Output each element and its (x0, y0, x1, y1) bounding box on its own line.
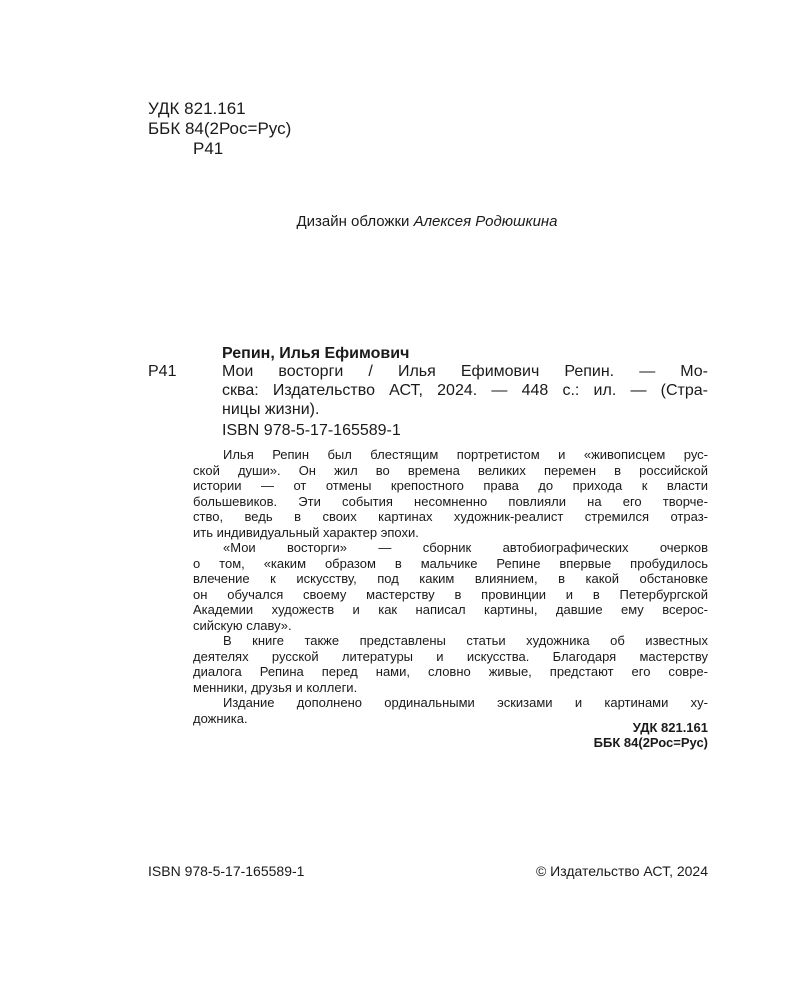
annotation-line: сийскую славу». (193, 617, 292, 633)
biblio-line: ницы жизни). (222, 401, 320, 418)
biblio-line: Мои восторги / Илья Ефимович Репин. — Мо- (222, 363, 708, 380)
annotation-line: он обучался своему мастерству в провинции и в Петербургской (193, 586, 708, 602)
annotation-line: влечение к искусству, под каким влиянием, в какой обстановке (193, 571, 708, 586)
annotation-line: дожника. (193, 710, 248, 726)
biblio-line: сква: Издательство АСТ, 2024. — 448 с.: ил. — (Стра- (222, 382, 708, 399)
cover-designer-name: Алексея Родюшкина (413, 213, 558, 230)
isbn-record: ISBN 978-5-17-165589-1 (222, 422, 401, 439)
annotation-line: В книге также представлены статьи художника об известных (223, 633, 708, 648)
annotation-line: ство, ведь в своих картинах художник-реалист стремился отраз- (193, 509, 708, 524)
copyright-notice: © Издательство АСТ, 2024 (535, 863, 708, 879)
annotation-line: деятелях русской литературы и искусства. Благодаря мастерству (193, 648, 708, 664)
annotation-text (193, 447, 708, 726)
footer-isbn: ISBN 978-5-17-165589-1 (148, 863, 305, 879)
bbk-code: ББК 84(2Рос=Рус) (148, 119, 292, 138)
author-heading: Репин, Илья Ефимович (222, 345, 410, 362)
bibliographic-description (222, 362, 708, 419)
cover-design-credit (0, 212, 800, 232)
author-mark-code: Р41 (193, 139, 224, 158)
annotation-udk-code: УДК 821.161 (632, 720, 708, 735)
udk-code: УДК 821.161 (148, 99, 246, 118)
annotation-line: «Мои восторги» — сборник автобиографических очерков (223, 540, 708, 555)
annotation-line: Илья Репин был блестящим портретистом и «живописцем рус- (223, 447, 708, 462)
annotation-line: о том, «каким образом в мальчике Репине впервые пробудилось (193, 555, 708, 571)
annotation-line: большевиков. Эти события несомненно повлияли на его творче- (193, 493, 708, 509)
annotation-bbk-code: ББК 84(2Рос=Рус) (593, 735, 708, 750)
annotation-line: ской души». Он жил во времена великих перемен в российской (193, 462, 708, 478)
annotation-line: Издание дополнено ординальными эскизами и картинами ху- (223, 695, 708, 710)
annotation-line: Академии художеств и как написал картины, давшие ему всерос- (193, 602, 708, 617)
annotation-line: истории — от отмены крепостного права до прихода к власти (193, 478, 708, 493)
annotation-line: менники, друзья и коллеги. (193, 679, 358, 695)
cover-credit-prefix: Дизайн обложки (296, 213, 414, 230)
record-author-mark: Р41 (148, 363, 177, 380)
annotation-line: ить индивидуальный характер эпохи. (193, 524, 419, 540)
annotation-line: диалога Репина перед нами, словно живые, предстают его совре- (193, 664, 708, 679)
